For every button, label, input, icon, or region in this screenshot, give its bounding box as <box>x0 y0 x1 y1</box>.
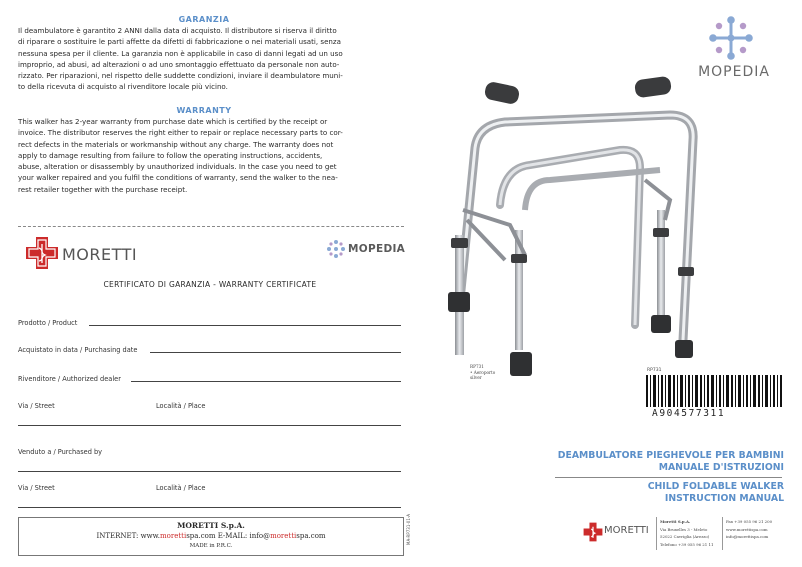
warranty-text: This walker has 2-year warranty from purchase date which is certified by the receipt or invoice. The distributor reserves the right either to repair or replace necessary parts to cor- rect defects in the materials or workmanship without any charge. The warranty does not apply to damage resulting from failure to follow the operating instructions, accidents, abuse, alteration or disassembly by unauthorized individuals. In the case you need to get your walker repaired and you fulfil the conditions of warranty, send the walker to the nea- rest retailer together with the purchase receipt. <box>18 117 343 194</box>
purchased-by-input-line[interactable] <box>18 471 401 472</box>
cut-line <box>18 226 404 227</box>
dealer-input-line[interactable] <box>131 381 401 382</box>
field-place-2: Località / Place <box>156 484 206 492</box>
warranty-title: WARRANTY <box>176 106 232 115</box>
title-divider <box>555 477 782 478</box>
field-purchased-by: Venduto a / Purchased by <box>18 448 103 456</box>
field-street: Via / Street <box>18 402 55 410</box>
certificate-title: CERTIFICATO DI GARANZIA - WARRANTY CERTIFICATE <box>103 280 317 289</box>
street2-input-line[interactable] <box>18 507 401 508</box>
street-input-line[interactable] <box>18 425 401 426</box>
field-place: Località / Place <box>156 402 206 410</box>
moretti-wordmark-right: MORETTI <box>604 525 649 536</box>
mopedia-logo-small <box>326 239 406 259</box>
company-name: MORETTI S.p.A. <box>177 521 245 530</box>
mopedia-wordmark-small: MOPEDIA <box>348 243 406 255</box>
moretti-wordmark: MORETTI <box>62 245 138 264</box>
walker-illustration <box>415 70 705 390</box>
field-dealer: Rivenditore / Authorized dealer <box>18 375 121 383</box>
mopedia-wordmark-large: MOPEDIA <box>698 64 770 80</box>
garanzia-title: GARANZIA <box>178 15 230 24</box>
product-input-line[interactable] <box>89 325 401 326</box>
field-product: Prodotto / Product <box>18 319 78 327</box>
moretti-cross-icon <box>25 236 59 270</box>
title-english: CHILD FOLDABLE WALKER INSTRUCTION MANUAL <box>647 481 784 504</box>
barcode <box>646 375 782 407</box>
made-in: MADE in P.R.C. <box>189 543 233 549</box>
contact-divider <box>722 517 723 550</box>
company-contacts: Fax +39 055 96 21 200 www.morettispa.com info@morettispa.com <box>726 519 773 539</box>
vertical-doc-code: MA-RP731-01-A <box>406 514 411 545</box>
barcode-number: A904577311 <box>652 408 726 419</box>
company-address: Moretti S.p.A. Via Bruxelles 3 - Meleto 52022 Cavriglia (Arezzo) Telefono +39 055 96 21 11 <box>660 519 714 547</box>
mopedia-flower-large-icon <box>708 15 754 61</box>
purchase-date-input-line[interactable] <box>150 352 401 353</box>
field-purchase-date: Acquistato in data / Purchasing date <box>18 346 138 354</box>
moretti-logo-right <box>583 521 655 543</box>
garanzia-text: Il deambulatore è garantito 2 ANNI dalla data di acquisto. Il distributore si riserva il diritto di riparare o sostituire le parti affette da difetti di fabbricazione o nei materiali usati, senza nessuna spesa per il cliente. La garanzia non è applicabile in caso di danni legati ad un uso improprio, ad abusi, ad alterazioni o ad uno smontaggio effettuato da personale non auto- rizzato. Per riparazioni, nel rispetto delle suddette condizioni, inviare il deambulatore muni- to della ricevuta di acquisto al rivenditore locale più vicino. <box>18 26 343 92</box>
mopedia-flower-icon <box>326 239 346 259</box>
mopedia-logo-large <box>708 15 758 61</box>
moretti-cross-small-icon <box>583 522 603 542</box>
field-street-2: Via / Street <box>18 484 55 492</box>
product-label-small: RP731 • Aeroporto silver <box>470 364 496 380</box>
company-divider <box>656 517 657 550</box>
company-box <box>18 517 404 556</box>
company-internet: INTERNET: www.morettispa.com E-MAIL: info@morettispa.com <box>96 532 326 540</box>
model-code-small: RP731 <box>647 368 662 373</box>
moretti-logo <box>25 236 145 270</box>
title-italian: DEAMBULATORE PIEGHEVOLE PER BAMBINI MANUALE D'ISTRUZIONI <box>557 450 784 473</box>
